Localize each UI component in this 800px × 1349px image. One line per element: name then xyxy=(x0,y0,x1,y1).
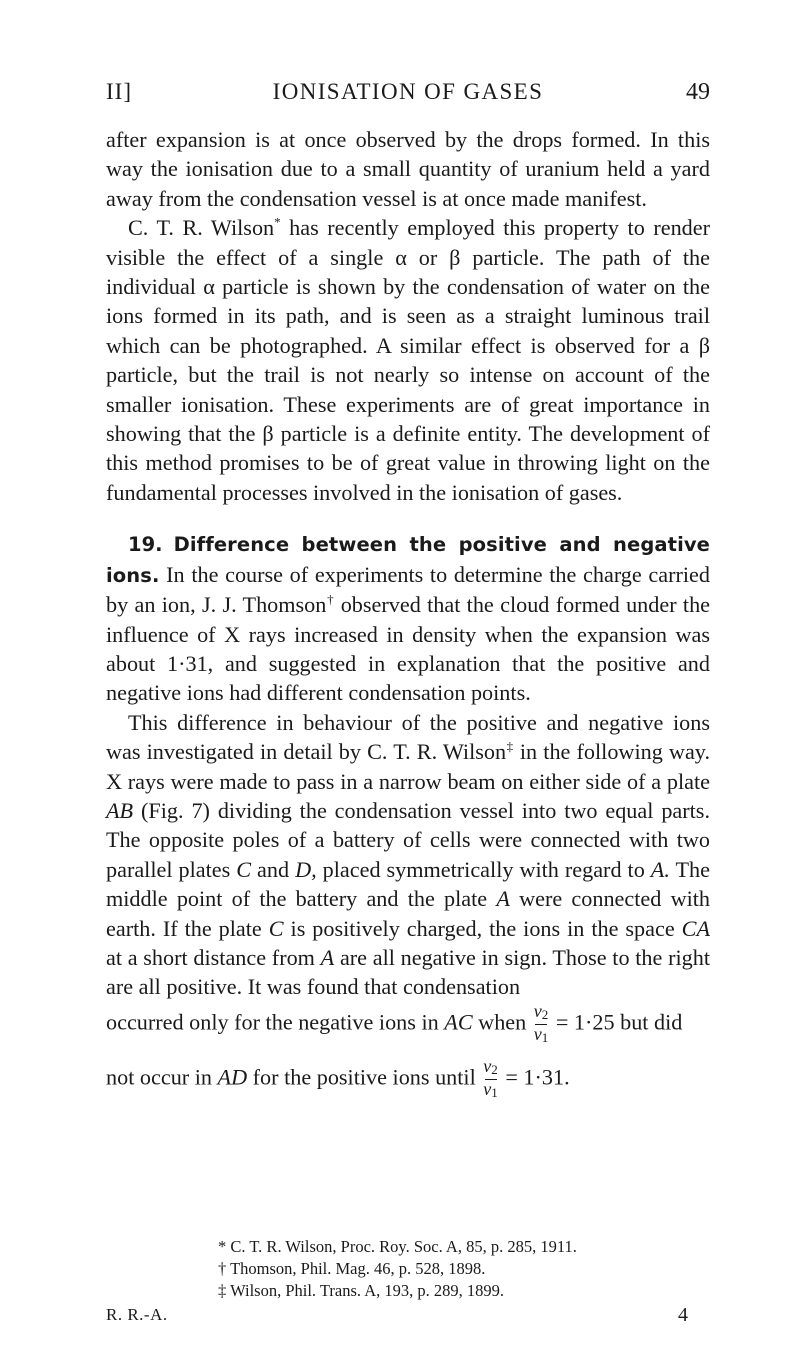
paragraph-section-19: 19. Difference between the positive and negative ions. In the course of experiments to determine the charge carried by an ion, J. J. Thomson† observed that the cloud formed under the influence of X rays increased in density when the expansion was about 1·31, and suggested in explanation that the positive and negative ions had different condensation points. xyxy=(106,533,711,706)
running-title: IONISATION OF GASES xyxy=(272,79,544,104)
body-text xyxy=(106,125,710,1102)
footnote-mark: † xyxy=(326,591,335,607)
footnote-mark: ‡ xyxy=(506,738,514,754)
signature-number: 4 xyxy=(678,1304,688,1326)
paragraph-math-line-2: not occur in AD for the positive ions until $\frac{v2}{v1}$ = 1·31. xyxy=(106,1055,570,1100)
fraction-v2-over-v1: $\frac{v2}{v1}$ xyxy=(533,1000,549,1045)
footnote-mark: * xyxy=(274,214,281,230)
page-number: 49 xyxy=(686,79,710,105)
chapter-marker: II] xyxy=(106,79,132,104)
footnote-1: * C. T. R. Wilson, Proc. Roy. Soc. A, 85, p. 285, 1911. xyxy=(218,1237,577,1256)
fraction-v2-over-v1: $\frac{v2}{v1}$ xyxy=(483,1055,498,1100)
section-number: 19. xyxy=(128,533,163,557)
paragraph-wilson-cloud-chamber: C. T. R. Wilson* has recently employed this property to render visible the effect of a single α or β particle. The path of the individual α particle is shown by the condensation of water on the ions formed in its path, and is seen as a straight luminous trail which can be photographed. A similar effect is observed for a β particle, but the trail is not nearly so intense on account of the smaller ionisation. These experiments are of great importance in showing that the β particle is a definite entity. The development of this method promises to be of great value in throwing light on the fundamental processes involved in the ionisation of gases. xyxy=(106,214,710,505)
section-heading: Difference between the positive and negative ions. xyxy=(106,533,711,587)
paragraph-experiment: This difference in behaviour of the positive and negative ions was investigated in detail by C. T. R. Wilson‡ in the following way. X rays were made to pass in a narrow beam on either side of a plate AB (Fig. 7) dividing the condensation vessel into two equal parts. The opposite poles of a battery of cells were connected with two parallel plates C and D, placed symmetrically with regard to A. The middle point of the battery and the plate A were connected with earth. If the plate C is positively charged, the ions in the space CA at a short distance from A are all negative in sign. Those to the right are all positive. It was found that condensation xyxy=(106,709,711,1000)
signature-line xyxy=(106,1303,710,1327)
paragraph-math-line-1: occurred only for the negative ions in AC when $\frac{v2}{v1}$ = 1·25 but did xyxy=(106,1000,683,1045)
running-head xyxy=(106,76,710,108)
footnote-3: ‡ Wilson, Phil. Trans. A, 193, p. 289, 1899. xyxy=(218,1281,504,1300)
footnote-2: † Thomson, Phil. Mag. 46, p. 528, 1898. xyxy=(218,1259,486,1278)
footnotes xyxy=(106,1236,710,1302)
signature-mark: R. R.-A. xyxy=(106,1305,168,1324)
paragraph-continuation: after expansion is at once observed by the drops formed. In this way the ionisation due to a small quantity of uranium held a yard away from the condensation vessel is at once made manifest. xyxy=(106,127,710,211)
